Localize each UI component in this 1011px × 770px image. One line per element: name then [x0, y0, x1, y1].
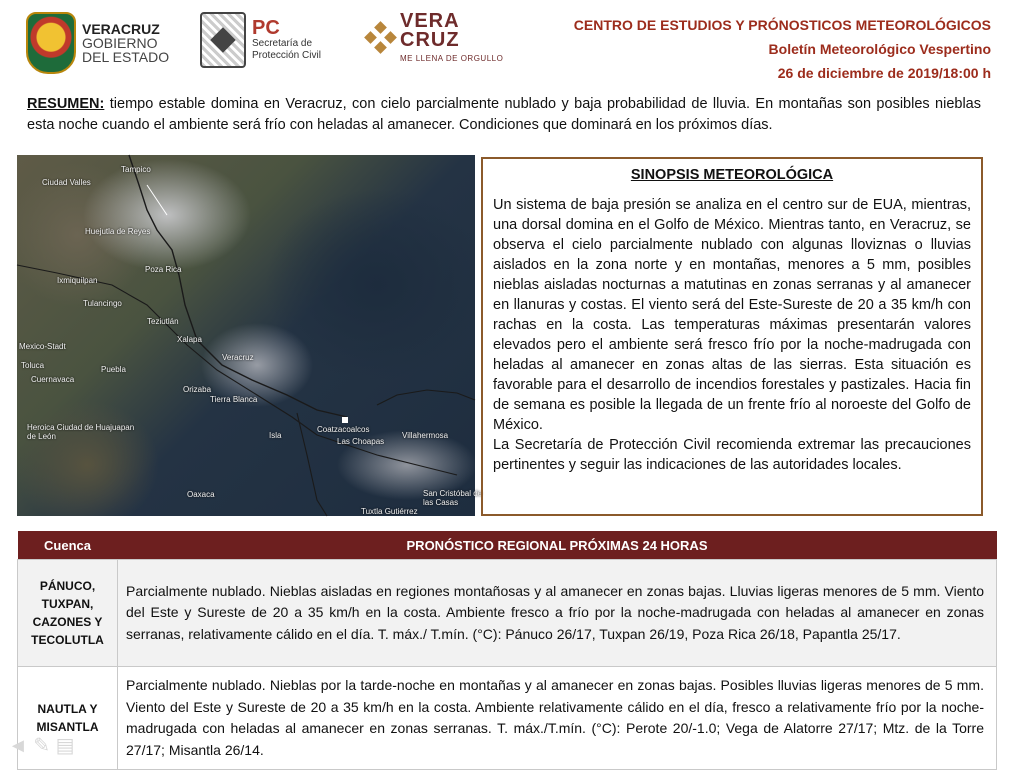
map-label-las-choapas: Las Choapas: [337, 437, 385, 446]
table-row: [18, 667, 997, 770]
forecast-table: [17, 531, 997, 770]
map-label-veracruz: Veracruz: [222, 353, 254, 362]
resumen-label: RESUMEN:: [27, 96, 105, 112]
map-label-teziutlan: Teziutlán: [147, 317, 179, 326]
forecast-cell: Parcialmente nublado. Nieblas aisladas en regiones montañosas y al amanecer en zonas bajas. Lluvias ligeras menores de 5 mm. Viento del Este y Sureste de 20 a 35 km/h en la costa. Ambiente fresco a frío por la noche-madrugada con heladas al amanecer en zonas serranas, relativamente cálido en el día. T. máx./ T.mín. (°C): Pánuco 26/17, Tuxpan 26/19, Poza Rica 26/18, Papantla 25/17.: [118, 560, 997, 667]
map-label-toluca: Toluca: [21, 361, 45, 370]
map-label-puebla: Puebla: [101, 365, 126, 374]
sinopsis-paragraph-2: La Secretaría de Protección Civil recomienda extremar las precauciones pertinentes y seguir las indicaciones de las autoridades locales.: [493, 437, 971, 473]
pc-abbr: PC: [252, 17, 280, 39]
map-label-ixmiquilpan: Ixmiquilpan: [57, 276, 98, 285]
map-label-huejutla: Huejutla de Reyes: [85, 227, 151, 236]
map-borders: [17, 155, 475, 516]
map-label-tulancingo: Tulancingo: [83, 299, 122, 308]
pc-shield-icon: [200, 12, 246, 68]
sinopsis-paragraph-1: Un sistema de baja presión se analiza en el centro sur de EUA, mientras, una dorsal domina en el Golfo de México. Mientras tanto, en Veracruz, se observa el cielo parcialmente nublado con algunas lloviznas o lluvias aislados en la zona norte y en montañas, menores a 5 mm, posibles nieblas aisladas nocturnas a matutinas en zonas serranas y al amanecer en llanuras y costas. El viento será del Este-Sureste de 20 a 35 km/h con rachas en la costa. Las temperaturas máximas presentarán valores elevados pero el ambiente será fresco frío por la noche-madrugada con heladas al amanecer en zonas altas de las sierras. Esta situación es favorable para el desarrollo de incendios forestales y pastizales. Hacia fin de semana es posible la llegada de un frente frío al noroeste del Golfo de México.: [493, 197, 971, 433]
table-header-row: [18, 531, 997, 560]
map-label-heroica: Heroica Ciudad de Huajuapan de León: [27, 423, 135, 441]
resumen-paragraph: [27, 94, 981, 136]
map-label-san-cristobal: San Cristóbal de las Casas: [423, 489, 483, 507]
col-pronostico-header: PRONÓSTICO REGIONAL PRÓXIMAS 24 HORAS: [118, 531, 997, 560]
brand-line-1: VERA: [400, 10, 460, 32]
veracruz-coat-of-arms-icon: [26, 12, 76, 74]
brand-tagline: ME LLENA DE ORGULLO: [400, 54, 504, 63]
diamond-pattern-icon: [366, 23, 396, 53]
logo-line-3: DEL ESTADO: [82, 49, 170, 65]
map-label-mexico: Mexico-Stadt: [19, 342, 66, 351]
forecast-cell: Parcialmente nublado. Nieblas por la tarde-noche en montañas y al amanecer en zonas bajas. Posibles lluvias ligeras menores de 5 mm. Viento del Este y Sureste de 20 a 35 km/h en la costa. Ambiente relativamente cálido en el día, fresco a relativamente frío por la noche-madrugada con heladas al amanecer en zonas serranas. T. máx./T.mín. (°C): Perote 20/-1.0; Vega de Alatorre 27/17; Mtz. de la Torre 27/17; Misantla 26/14.: [118, 667, 997, 770]
map-label-poza-rica: Poza Rica: [145, 265, 182, 274]
pc-line-1: Secretaría de: [252, 38, 313, 49]
veracruz-brand-logo: [366, 12, 503, 63]
bulletin-name: Boletín Meteorológico Vespertino: [768, 41, 991, 57]
map-label-ciudad-valles: Ciudad Valles: [42, 178, 91, 187]
map-label-cuernavaca: Cuernavaca: [31, 375, 75, 384]
bulletin-date: 26 de diciembre de 2019/18:00 h: [777, 65, 991, 81]
resumen-text: tiempo estable domina en Veracruz, con cielo parcialmente nublado y baja probabilidad de lluvia. En montañas son posibles nieblas esta noche cuando el ambiente será frío con heladas al amanecer. Condiciones que dominará en los próximos días.: [27, 96, 981, 133]
map-label-tuxtla: Tuxtla Gutiérrez: [361, 507, 418, 516]
brand-line-2: CRUZ: [400, 29, 460, 51]
logo-line-1: VERACRUZ: [82, 21, 160, 37]
map-label-tierra-blanca: Tierra Blanca: [210, 395, 258, 404]
slide-nav-icons[interactable]: ◄ ✎ ▤: [8, 735, 75, 757]
sinopsis-title: SINOPSIS METEOROLÓGICA: [630, 167, 834, 183]
logo-line-2: GOBIERNO: [82, 35, 158, 51]
marker-flag-icon: [342, 417, 348, 423]
center-title: CENTRO DE ESTUDIOS Y PRÓNOSTICOS METEOROLÓGICOS: [573, 17, 991, 33]
map-label-tampico: Tampico: [121, 165, 151, 174]
veracruz-government-logo: [26, 12, 169, 74]
satellite-map: [17, 155, 483, 516]
pc-line-2: Protección Civil: [252, 50, 321, 61]
col-cuenca-header: Cuenca: [18, 531, 118, 560]
cuenca-cell: NAUTLA Y MISANTLA: [18, 667, 118, 770]
map-label-oaxaca: Oaxaca: [187, 490, 215, 499]
cuenca-cell: PÁNUCO, TUXPAN, CAZONES Y TECOLUTLA: [18, 560, 118, 667]
bulletin-header: [574, 13, 991, 85]
table-row: [18, 560, 997, 667]
sinopsis-box: [481, 157, 983, 516]
map-label-coatzacoalcos: Coatzacoalcos: [317, 425, 370, 434]
map-label-isla: Isla: [269, 431, 282, 440]
map-label-xalapa: Xalapa: [177, 335, 202, 344]
map-label-orizaba: Orizaba: [183, 385, 212, 394]
proteccion-civil-logo: [200, 12, 321, 68]
map-label-villahermosa: Villahermosa: [402, 431, 449, 440]
